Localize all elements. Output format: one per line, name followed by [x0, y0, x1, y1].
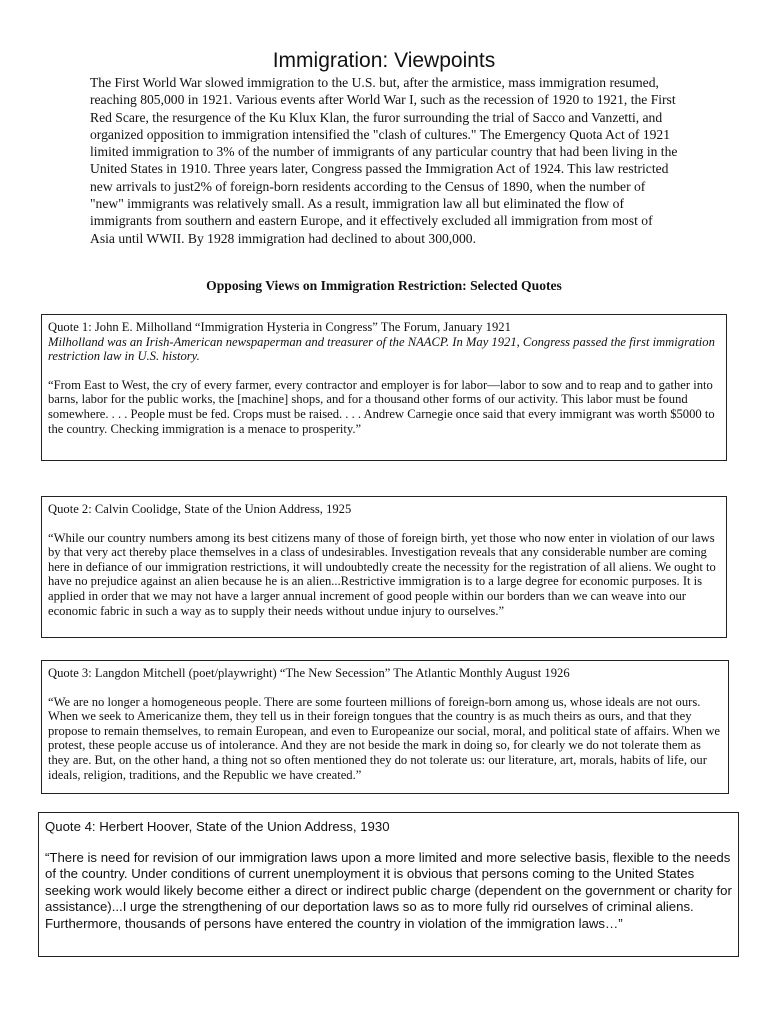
quote-text: “There is need for revision of our immigration laws upon a more limited and more selective basis, flexible to the needs of the country. Under conditions of current unemployment it is obvious that persons coming to the United States seeking work would likely become either a direct or indirect public charge (dependent on the government or charity for assistance)...I urge the strengthening of our deportation laws so as to more fully rid ourselves of criminal aliens. Furthermore, thousands of persons have entered the country in violation of the immigration laws…”: [45, 849, 732, 931]
quote-note: Milholland was an Irish-American newspaperman and treasurer of the NAACP. In May 1921, Congress passed the first immigration restriction law in U.S. history.: [48, 334, 715, 364]
intro-paragraph: The First World War slowed immigration to the U.S. but, after the armistice, mass immigration resumed, reaching 805,000 in 1921. Various events after World War I, such as the recession of 1920 to 1921, the First Red Scare, the resurgence of the Ku Klux Klan, the furor surrounding the trial of Sacco and Vanzetti, and organized opposition to immigration intensified the "clash of cultures." The Emergency Quota Act of 1921 limited immigration to 3% of the number of immigrants of any particular country that had been living in the United States in 1910. Three years later, Congress passed the Immigration Act of 1924. This law restricted new arrivals to just2% of foreign-born residents according to the Census of 1890, when the number of "new" immigrants was relatively small. As a result, immigration law all but eliminated the flow of immigrants from southern and eastern Europe, and it effectively excluded all immigration from most of Asia until WWII. By 1928 immigration had declined to about 300,000.: [90, 75, 678, 246]
quote-text: “We are no longer a homogeneous people. There are some fourteen millions of foreign-born among us, whose ideals are not ours. When we seek to Americanize them, they tell us in their foreign tongues that the country is as much theirs as ours, and that they propose to remain themselves, to remain European, and even to Europeanize our social, moral, and political state of affairs. When we protest, these people accuse us of intolerance. And they are not beside the mark in doing so, for clearly we do not tolerate them as they are. But, on the other hand, a thing not so often mentioned they do not tolerate us: our literature, art, morals, habits of life, our ideals, religion, traditions, and the Republic we have created.”: [48, 694, 721, 782]
page-title: Immigration: Viewpoints: [272, 49, 496, 72]
quote-box-4: [38, 812, 739, 957]
quote-header: Quote 2: Calvin Coolidge, State of the Union Address, 1925: [48, 502, 352, 516]
quote-text: “While our country numbers among its best citizens many of those of foreign birth, yet those who now enter in violation of our laws by that very act thereby place themselves in a class of undesirables. Investigation reveals that any considerable number are coming here in defiance of our immigration restrictions, it will undoubtedly create the necessity for the registration of all aliens. We ought to have no prejudice against an alien because he is an alien...Restrictive immigration is to a large degree for economic purposes. It is applied in order that we may not have a larger annual increment of good people within our borders than we can weave into our economic fabric in such a way as to supply their needs without undue injury to ourselves.”: [48, 530, 716, 618]
quote-box-1: [41, 314, 727, 461]
quote-text: “From East to West, the cry of every farmer, every contractor and employer is for labor—labor to sow and to reap and to gather into barns, labor for the public works, the [machine] shops, and for a thousand other forms of our activity. This labor must be found somewhere. . . . People must be fed. Crops must be raised. . . . Andrew Carnegie once said that every immigrant was worth $5000 to the country. Checking immigration is a menace to prosperity.”: [48, 377, 715, 436]
quote-header: Quote 1: John E. Milholland “Immigration Hysteria in Congress” The Forum, January 1921: [48, 320, 511, 334]
quote-header: Quote 4: Herbert Hoover, State of the Union Address, 1930: [45, 819, 390, 834]
quote-box-3: [41, 660, 729, 794]
quote-header: Quote 3: Langdon Mitchell (poet/playwright) “The New Secession” The Atlantic Monthly August 1926: [48, 666, 570, 680]
quote-box-2: [41, 496, 727, 638]
section-heading: Opposing Views on Immigration Restriction: Selected Quotes: [206, 278, 562, 293]
